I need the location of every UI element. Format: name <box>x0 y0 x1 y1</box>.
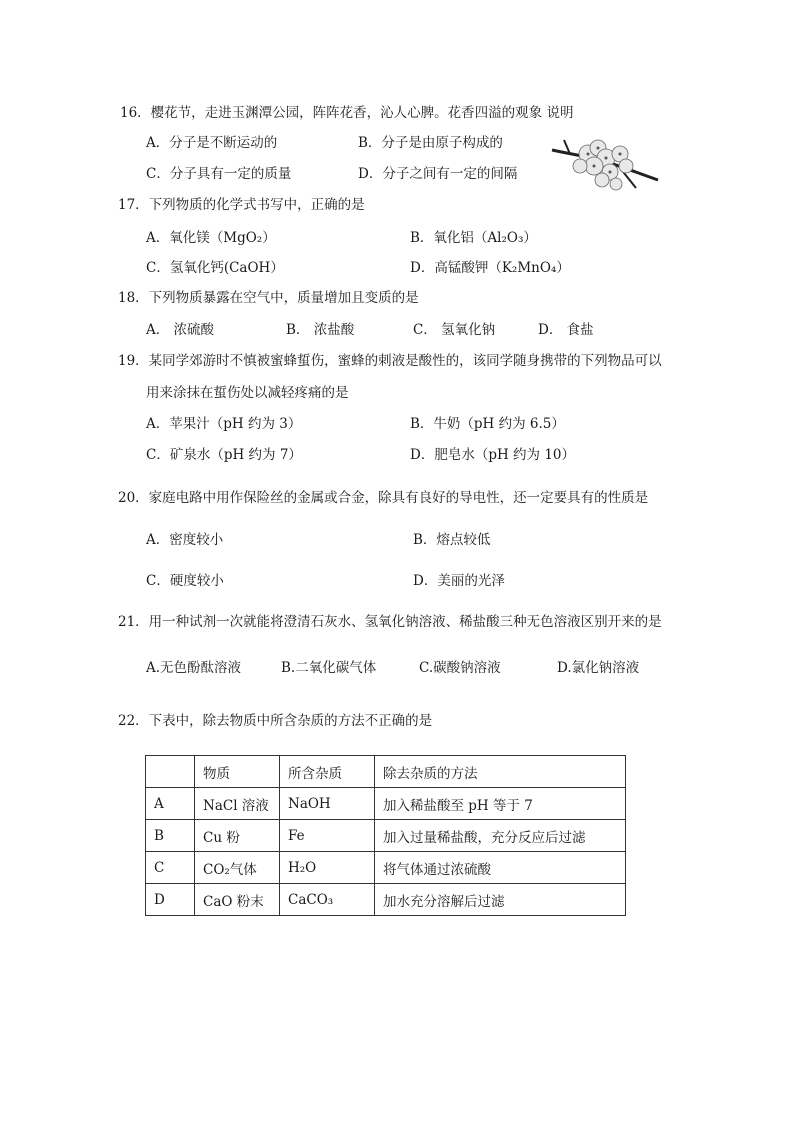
table-cell: 加入稀盐酸至 pH 等于 7 <box>375 788 626 820</box>
table-cell: 将气体通过浓硫酸 <box>375 852 626 884</box>
q21-stem: 21．用一种试剂一次就能将澄清石灰水、氢氧化钠溶液、稀盐酸三种无色溶液区别开来的是 <box>118 614 662 630</box>
q16-option-c: C．分子具有一定的质量 <box>146 166 292 182</box>
table-header-cell: 所含杂质 <box>280 756 375 788</box>
q22-stem: 22．下表中，除去物质中所含杂质的方法不正确的是 <box>118 713 433 729</box>
table-row <box>146 884 626 916</box>
table-header-cell <box>146 756 195 788</box>
table-cell: H₂O <box>280 852 375 884</box>
table-row <box>146 852 626 884</box>
table-cell: 加水充分溶解后过滤 <box>375 884 626 916</box>
table-cell: A <box>146 788 195 820</box>
q19-stem-line1: 19．某同学郊游时不慎被蜜蜂蜇伤，蜜蜂的刺液是酸性的，该同学随身携带的下列物品可以 <box>118 353 662 369</box>
q19-option-a: A．苹果汁（pH 约为 3） <box>146 416 302 432</box>
q20-option-b: B．熔点较低 <box>413 532 491 548</box>
q17-option-c: C．氢氧化钙(CaOH） <box>146 260 284 276</box>
q20-stem: 20．家庭电路中用作保险丝的金属或合金，除具有良好的导电性，还一定要具有的性质是 <box>118 490 649 506</box>
q18-stem: 18．下列物质暴露在空气中，质量增加且变质的是 <box>118 290 419 306</box>
table-row <box>146 820 626 852</box>
q18-option-c: C． 氢氧化钠 <box>413 322 496 338</box>
table-cell: CO₂气体 <box>195 852 280 884</box>
table-cell: 加入过量稀盐酸，充分反应后过滤 <box>375 820 626 852</box>
table-cell: Fe <box>280 820 375 852</box>
table-header-row <box>146 756 626 788</box>
table-cell: NaOH <box>280 788 375 820</box>
q16-stem: 16．樱花节，走进玉渊潭公园，阵阵花香，沁人心脾。花香四溢的观象 说明 <box>120 105 574 121</box>
q20-option-d: D．美丽的光泽 <box>413 573 505 589</box>
table-cell: C <box>146 852 195 884</box>
q17-option-d: D．高锰酸钾（K₂MnO₄） <box>410 260 570 276</box>
table-cell: CaO 粉末 <box>195 884 280 916</box>
table-cell: D <box>146 884 195 916</box>
q18-option-b: B． 浓盐酸 <box>286 322 355 338</box>
q16-option-a: A．分子是不断运动的 <box>146 135 278 151</box>
q17-option-a: A．氧化镁（MgO₂） <box>146 230 276 246</box>
table-cell: Cu 粉 <box>195 820 280 852</box>
q16-option-b: B．分子是由原子构成的 <box>358 135 503 151</box>
q18-option-a: A． 浓硫酸 <box>146 322 215 338</box>
q16-option-d: D．分子之间有一定的间隔 <box>358 166 518 182</box>
q18-option-d: D． 食盐 <box>538 322 594 338</box>
q21-option-b: B.二氧化碳气体 <box>281 660 377 676</box>
q17-stem: 17．下列物质的化学式书写中，正确的是 <box>118 197 365 213</box>
q22-table <box>145 755 626 916</box>
q19-stem-line2: 用来涂抹在蜇伤处以减轻疼痛的是 <box>146 385 349 401</box>
q20-option-a: A．密度较小 <box>146 532 224 548</box>
q20-option-c: C．硬度较小 <box>146 573 224 589</box>
q19-option-d: D．肥皂水（pH 约为 10） <box>410 447 575 463</box>
table-cell: NaCl 溶液 <box>195 788 280 820</box>
table-cell: CaCO₃ <box>280 884 375 916</box>
q19-option-c: C．矿泉水（pH 约为 7） <box>146 447 302 463</box>
q21-option-a: A.无色酚酞溶液 <box>146 660 242 676</box>
q21-option-c: C.碳酸钠溶液 <box>419 660 501 676</box>
q19-option-b: B．牛奶（pH 约为 6.5） <box>410 416 565 432</box>
table-header-cell: 除去杂质的方法 <box>375 756 626 788</box>
table-row <box>146 788 626 820</box>
q21-option-d: D.氯化钠溶液 <box>557 660 640 676</box>
cherry-blossom-photo <box>550 132 660 198</box>
q17-option-b: B．氧化铝（Al₂O₃） <box>410 230 537 246</box>
table-cell: B <box>146 820 195 852</box>
table-header-cell: 物质 <box>195 756 280 788</box>
